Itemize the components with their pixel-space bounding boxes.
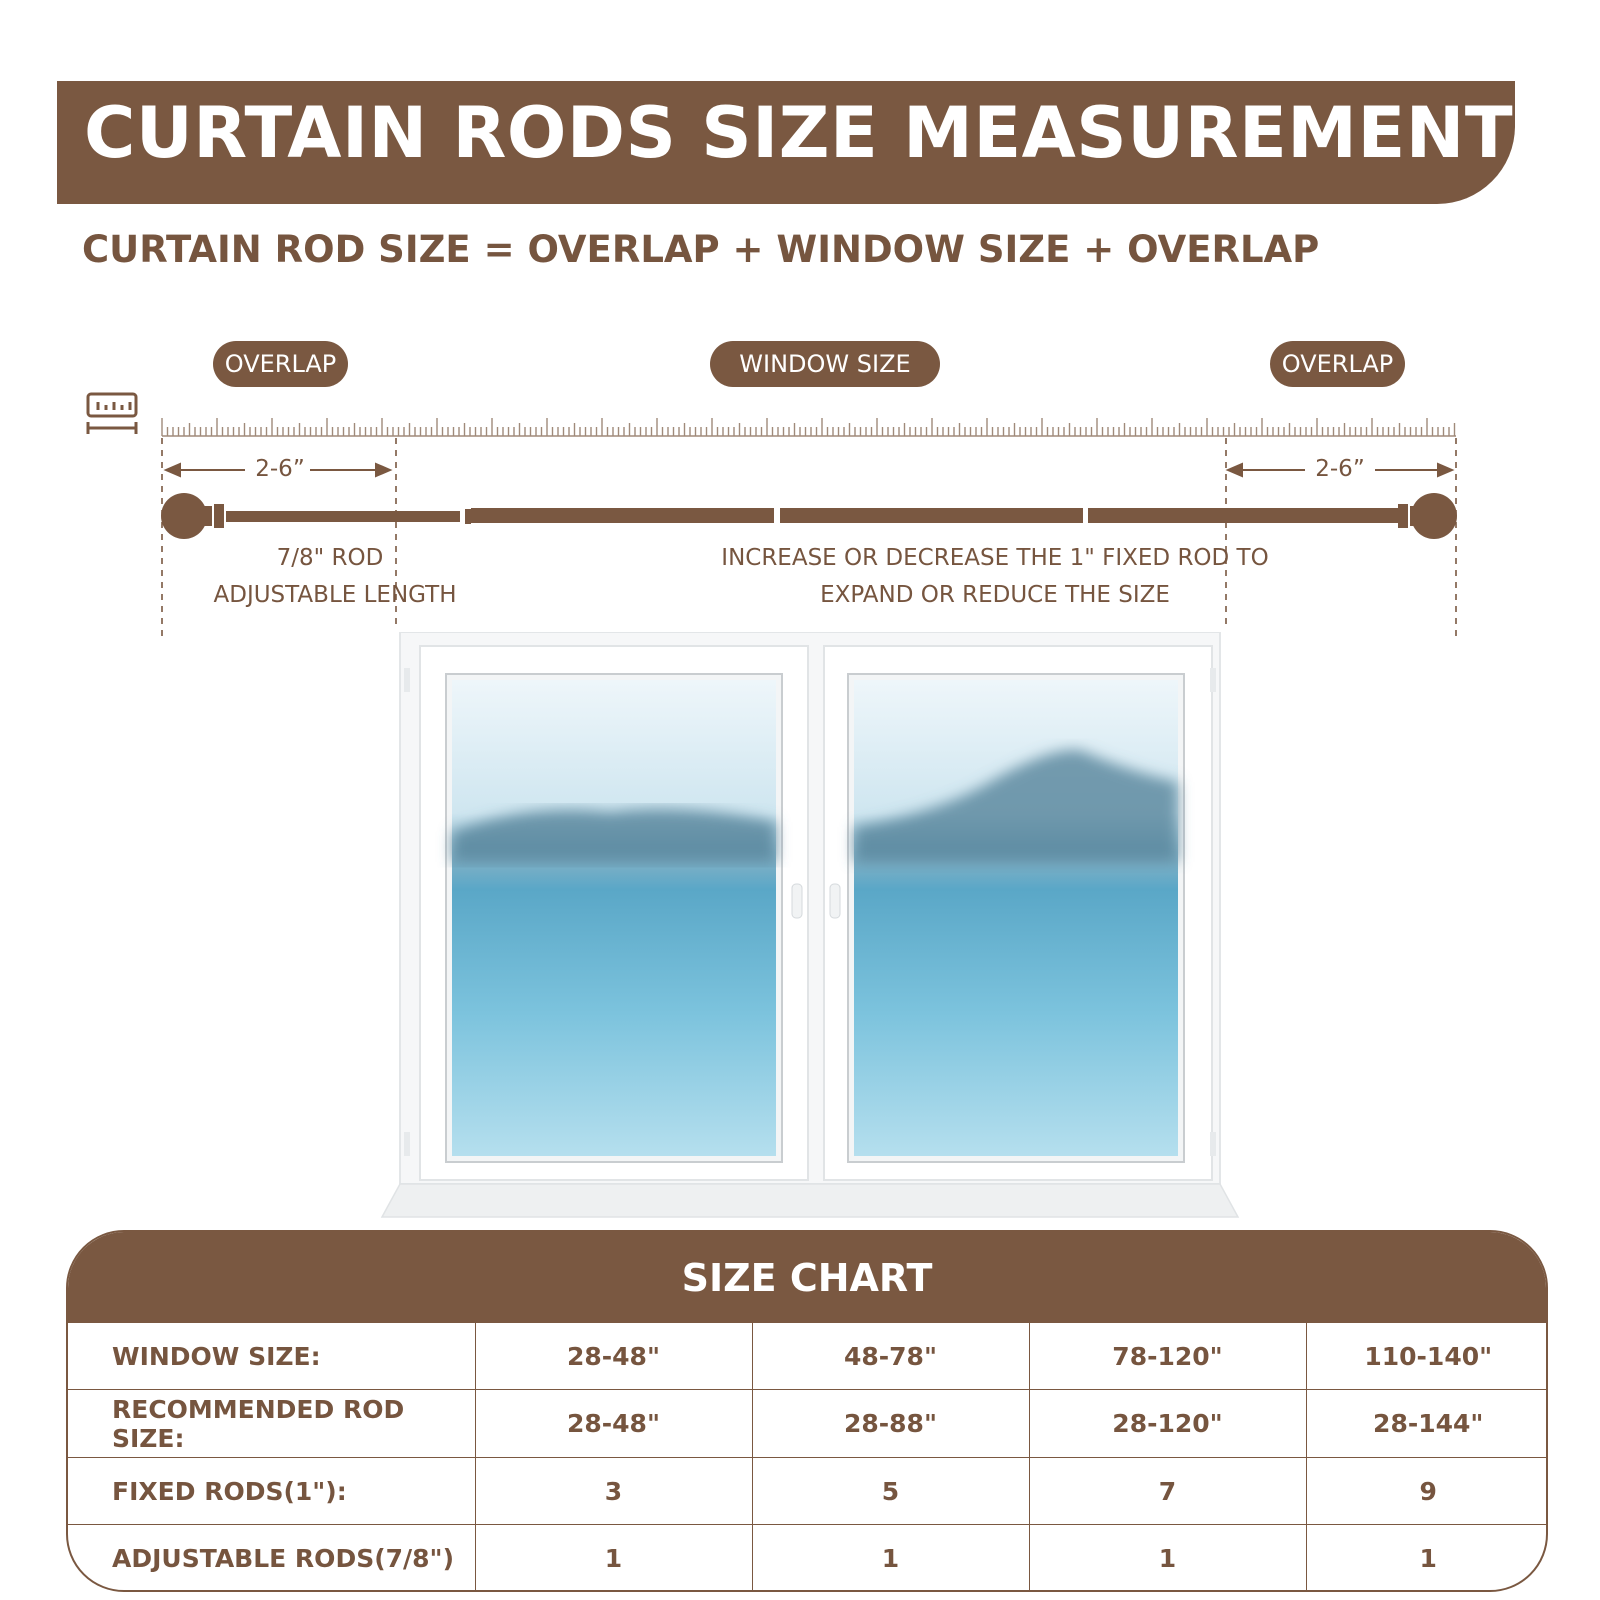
overlap-left-pill: OVERLAP (213, 341, 348, 387)
table-cell: 7 (1029, 1457, 1306, 1525)
row-label: ADJUSTABLE RODS(7/8") (68, 1525, 475, 1592)
page-title: CURTAIN RODS SIZE MEASUREMENT (84, 92, 1514, 174)
table-cell: 1 (752, 1525, 1029, 1592)
table-cell: 1 (475, 1525, 752, 1592)
right-overlap-dimension: 2-6” (1315, 456, 1365, 482)
fixed-rod-label-2: EXPAND OR REDUCE THE SIZE (820, 582, 1170, 608)
window-size-pill: WINDOW SIZE (710, 341, 940, 387)
table-row (68, 1323, 1548, 1390)
table-cell: 28-144" (1306, 1390, 1548, 1458)
table-row (68, 1525, 1548, 1592)
table-cell: 1 (1419, 1544, 1437, 1574)
curtain-rod (161, 493, 1457, 539)
table-cell: 28-48" (475, 1323, 752, 1390)
table-cell: 3 (475, 1457, 752, 1525)
table-row (68, 1390, 1548, 1458)
formula-text: CURTAIN ROD SIZE = OVERLAP + WINDOW SIZE + OVERLAP (82, 228, 1320, 271)
adjustable-rod-label-2: ADJUSTABLE LENGTH (213, 582, 457, 608)
overlap-right-pill: OVERLAP (1270, 341, 1405, 387)
table-cell: 5 (752, 1457, 1029, 1525)
table-row (68, 1457, 1548, 1525)
dimension-arrows (166, 464, 1452, 476)
table-cell: 28-88" (752, 1390, 1029, 1458)
table-cell: 110-140" (1306, 1323, 1548, 1390)
window-illustration (380, 632, 1240, 1222)
ruler-ticks (162, 418, 1456, 436)
adjustable-rod-label-1: 7/8" ROD (276, 545, 384, 571)
row-label: WINDOW SIZE: (68, 1323, 475, 1390)
size-chart (66, 1230, 1548, 1592)
table-cell: 78-120" (1029, 1323, 1306, 1390)
table-cell: 28-120" (1029, 1390, 1306, 1458)
row-label: RECOMMENDED ROD SIZE: (68, 1390, 475, 1458)
table-cell: 48-78" (752, 1323, 1029, 1390)
left-overlap-dimension: 2-6” (255, 456, 305, 482)
table-cell: 1 (1029, 1525, 1306, 1592)
fixed-rod-label-1: INCREASE OR DECREASE THE 1" FIXED ROD TO (721, 545, 1269, 571)
row-label: FIXED RODS(1"): (68, 1457, 475, 1525)
size-chart-header (68, 1232, 1546, 1323)
size-chart-title: SIZE CHART (681, 1255, 933, 1300)
table-cell: 28-48" (475, 1390, 752, 1458)
size-chart-table (68, 1323, 1548, 1592)
table-cell: 9 (1306, 1457, 1548, 1525)
